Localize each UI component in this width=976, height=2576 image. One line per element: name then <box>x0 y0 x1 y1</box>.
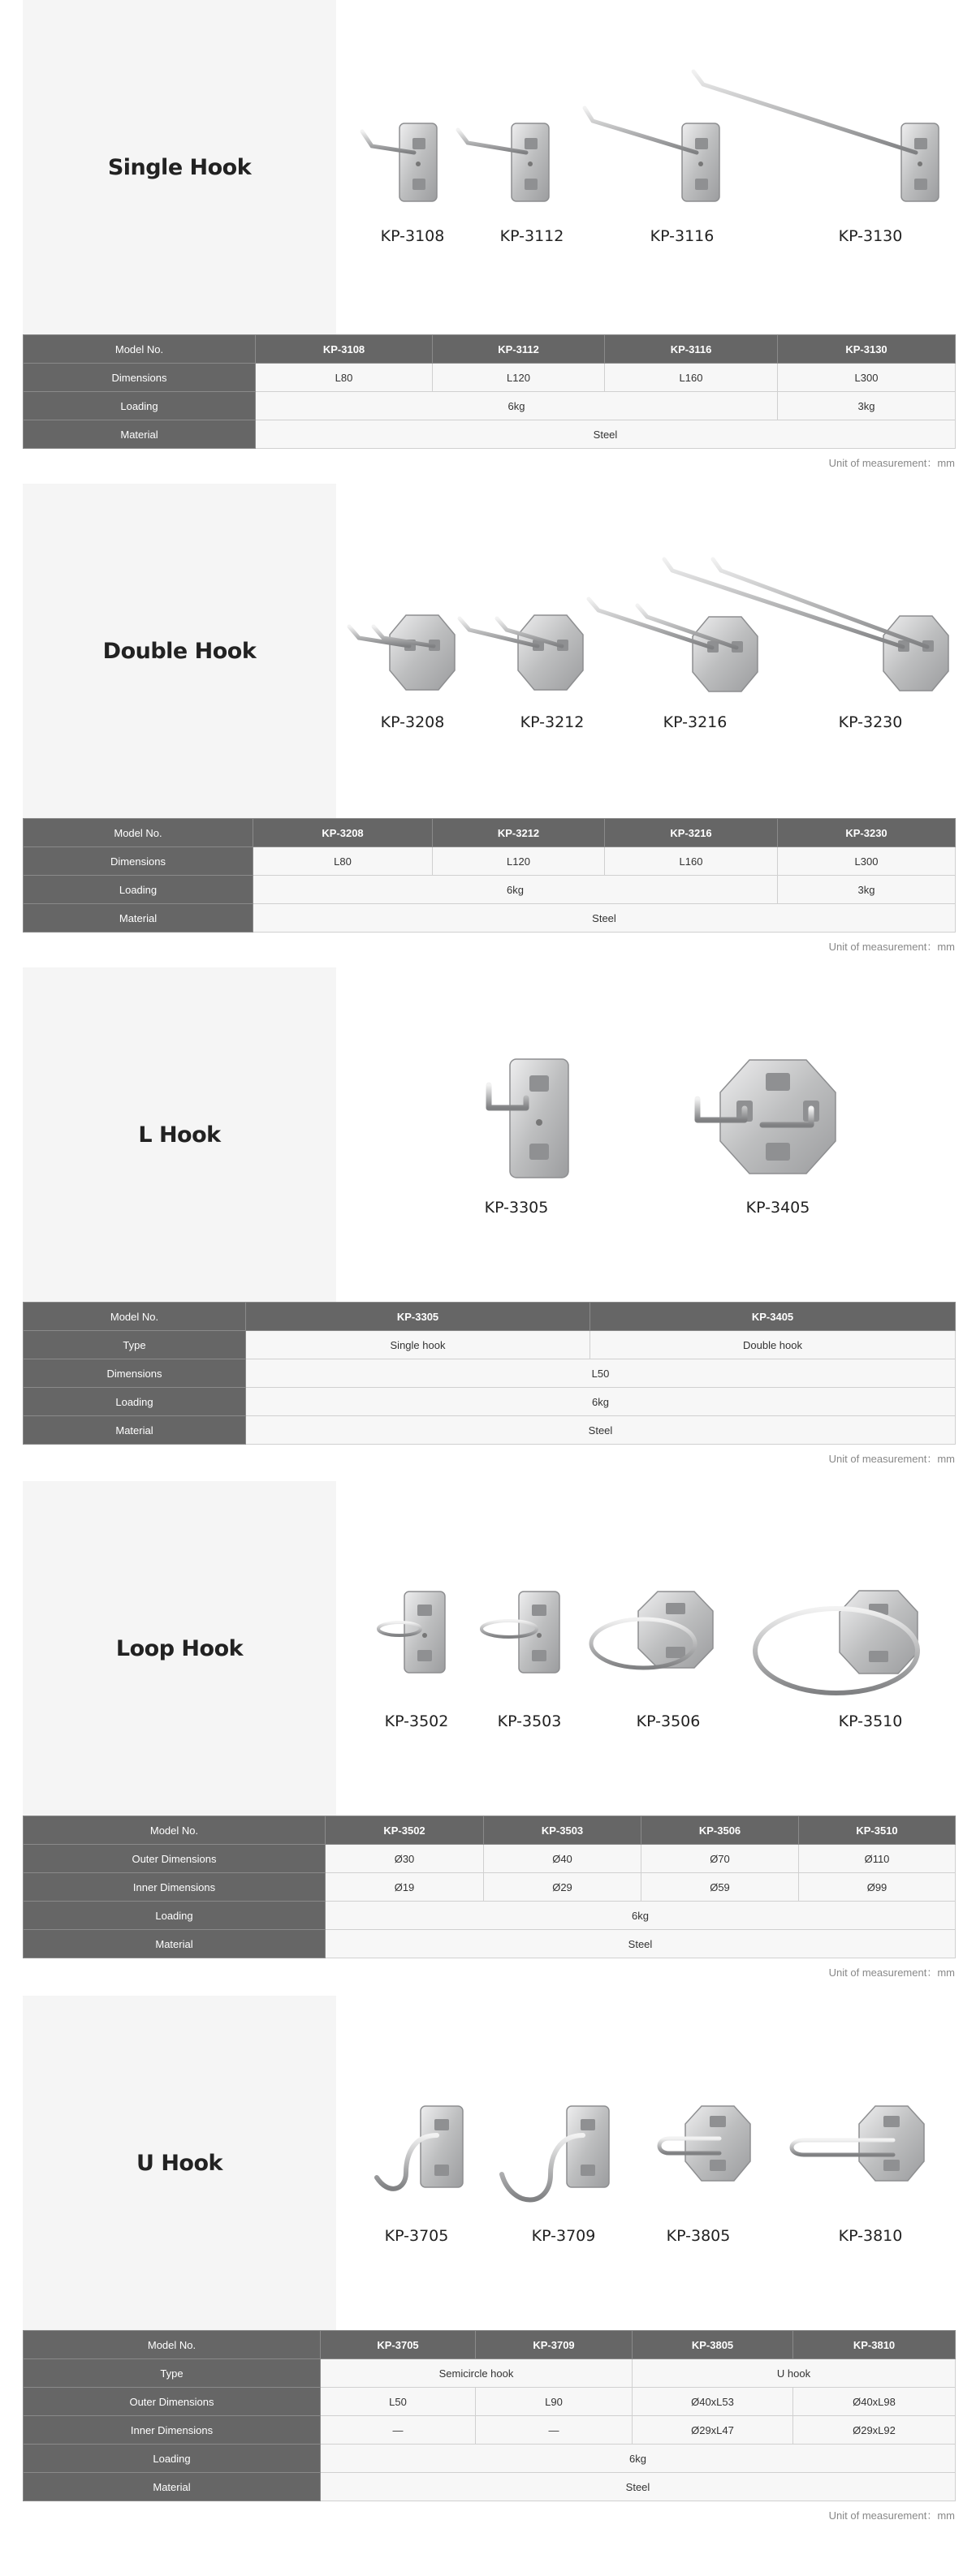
product-label: KP-3116 <box>650 227 715 245</box>
table-cell: Ø40 <box>484 1845 641 1873</box>
table-row-loading <box>24 1388 956 1416</box>
table-row-outer-dimensions <box>24 1845 956 1873</box>
product-label: KP-3805 <box>666 2227 731 2245</box>
table-row-material <box>24 2473 956 2501</box>
section-title: L Hook <box>138 1122 221 1148</box>
table-cell: Ø29xL92 <box>793 2416 956 2445</box>
row-header: Outer Dimensions <box>24 1845 326 1873</box>
product-label: KP-3130 <box>838 227 903 245</box>
unit-note: Unit of measurement：mm <box>828 2509 955 2522</box>
table-cell: U hook <box>633 2359 956 2388</box>
spec-table-u-hook <box>23 2330 956 2501</box>
product-image-kp-3503 <box>473 1587 571 1684</box>
product-label: KP-3108 <box>380 227 445 245</box>
row-header: Material <box>24 1930 326 1958</box>
spec-table-double-hook <box>23 818 956 933</box>
row-header: Loading <box>24 1388 246 1416</box>
model-cell: KP-3305 <box>246 1303 590 1331</box>
unit-note: Unit of measurement：mm <box>828 941 955 953</box>
title-panel <box>23 0 336 334</box>
row-header: Inner Dimensions <box>24 2416 321 2445</box>
row-header: Type <box>24 1331 246 1359</box>
table-cell: Ø40xL98 <box>793 2388 956 2416</box>
table-cell: 3kg <box>778 876 956 904</box>
product-image-kp-3506 <box>585 1587 739 1684</box>
table-row-dimensions <box>24 1359 956 1388</box>
table-row-loading <box>24 392 956 420</box>
section-title: Single Hook <box>107 154 252 180</box>
model-cell: KP-3112 <box>433 335 605 364</box>
table-row-model <box>24 819 956 847</box>
model-cell: KP-3212 <box>433 819 605 847</box>
section-loop-hook <box>23 1481 955 1979</box>
row-header: Material <box>24 2473 321 2501</box>
title-panel <box>23 1996 336 2330</box>
title-panel <box>23 967 336 1302</box>
model-cell: KP-3108 <box>256 335 433 364</box>
row-header: Material <box>24 420 256 449</box>
table-cell: Steel <box>321 2473 956 2501</box>
product-label: KP-3709 <box>531 2227 596 2245</box>
row-header: Loading <box>24 876 253 904</box>
product-label: KP-3230 <box>838 713 903 731</box>
table-row-dimensions <box>24 364 956 392</box>
table-cell: 3kg <box>778 392 956 420</box>
product-label: KP-3502 <box>384 1712 449 1730</box>
table-row-loading <box>24 876 956 904</box>
product-label: KP-3208 <box>380 713 445 731</box>
table-row-outer-dimensions <box>24 2388 956 2416</box>
model-cell: KP-3208 <box>253 819 433 847</box>
table-cell: Ø59 <box>641 1873 799 1902</box>
table-cell: Steel <box>246 1416 956 1445</box>
table-cell: L80 <box>253 847 433 876</box>
product-label: KP-3810 <box>838 2227 903 2245</box>
unit-note: Unit of measurement：mm <box>828 1966 955 1979</box>
model-cell: KP-3216 <box>605 819 778 847</box>
table-cell: L300 <box>778 847 956 876</box>
row-header: Model No. <box>24 2331 321 2359</box>
row-header: Type <box>24 2359 321 2388</box>
model-cell: KP-3503 <box>484 1816 641 1845</box>
table-cell: L50 <box>321 2388 476 2416</box>
model-cell: KP-3230 <box>778 819 956 847</box>
table-row-model <box>24 2331 956 2359</box>
table-cell: 6kg <box>246 1388 956 1416</box>
model-cell: KP-3502 <box>326 1816 484 1845</box>
section-title: Loop Hook <box>115 1635 244 1661</box>
section-double-hook <box>23 484 955 954</box>
row-header: Dimensions <box>24 847 253 876</box>
section-single-hook <box>23 0 955 470</box>
table-cell: Ø99 <box>799 1873 956 1902</box>
product-image-kp-3510 <box>745 1583 940 1704</box>
model-cell: KP-3405 <box>590 1303 956 1331</box>
row-header: Model No. <box>24 335 256 364</box>
row-header: Model No. <box>24 1303 246 1331</box>
spec-table-l-hook <box>23 1302 956 1445</box>
hero-loop-hook <box>23 1481 955 1816</box>
table-cell: 6kg <box>253 876 778 904</box>
table-cell: Ø29 <box>484 1873 641 1902</box>
table-row-inner-dimensions <box>24 2416 956 2445</box>
table-row-material <box>24 420 956 449</box>
row-header: Material <box>24 1416 246 1445</box>
product-image-kp-3208 <box>341 605 471 703</box>
table-row-dimensions <box>24 847 956 876</box>
model-cell: KP-3506 <box>641 1816 799 1845</box>
section-l-hook <box>23 967 955 1466</box>
product-label: KP-3503 <box>497 1712 562 1730</box>
table-cell: Single hook <box>246 1331 590 1359</box>
product-label: KP-3510 <box>838 1712 903 1730</box>
product-image-kp-3805 <box>653 2100 767 2197</box>
section-u-hook <box>23 1996 955 2522</box>
table-row-model <box>24 1303 956 1331</box>
row-header: Dimensions <box>24 1359 246 1388</box>
hero-l-hook <box>23 967 955 1302</box>
row-header: Material <box>24 904 253 933</box>
table-cell: — <box>476 2416 633 2445</box>
spec-table-single-hook <box>23 334 956 449</box>
product-label: KP-3305 <box>484 1199 549 1217</box>
product-image-kp-3305 <box>477 1053 575 1182</box>
table-row-material <box>24 1416 956 1445</box>
table-cell: Steel <box>256 420 956 449</box>
table-cell: L160 <box>605 847 778 876</box>
product-image-kp-3130 <box>672 65 948 211</box>
product-label: KP-3112 <box>499 227 564 245</box>
table-cell: 6kg <box>321 2445 956 2473</box>
table-row-inner-dimensions <box>24 1873 956 1902</box>
row-header: Dimensions <box>24 364 256 392</box>
row-header: Loading <box>24 392 256 420</box>
product-label: KP-3705 <box>384 2227 449 2245</box>
model-cell: KP-3510 <box>799 1816 956 1845</box>
product-label: KP-3405 <box>745 1199 810 1217</box>
table-cell: L300 <box>778 364 956 392</box>
product-label: KP-3506 <box>636 1712 701 1730</box>
model-cell: KP-3805 <box>633 2331 793 2359</box>
table-cell: Steel <box>253 904 956 933</box>
table-row-loading <box>24 1902 956 1930</box>
table-cell: Steel <box>326 1930 956 1958</box>
product-image-kp-3112 <box>451 114 557 211</box>
table-cell: L120 <box>433 364 605 392</box>
table-cell: Ø110 <box>799 1845 956 1873</box>
unit-note: Unit of measurement：mm <box>828 1453 955 1465</box>
table-cell: Ø70 <box>641 1845 799 1873</box>
table-cell: 6kg <box>256 392 778 420</box>
table-row-material <box>24 904 956 933</box>
table-cell: L90 <box>476 2388 633 2416</box>
table-cell: Ø30 <box>326 1845 484 1873</box>
table-row-loading <box>24 2445 956 2473</box>
product-image-kp-3810 <box>786 2100 940 2197</box>
spec-table-loop-hook <box>23 1816 956 1958</box>
table-row-material <box>24 1930 956 1958</box>
table-cell: 6kg <box>326 1902 956 1930</box>
model-cell: KP-3709 <box>476 2331 633 2359</box>
section-title: U Hook <box>136 2150 222 2176</box>
row-header: Inner Dimensions <box>24 1873 326 1902</box>
table-cell: L50 <box>246 1359 956 1388</box>
product-image-kp-3212 <box>453 597 599 703</box>
table-cell: L120 <box>433 847 605 876</box>
model-cell: KP-3810 <box>793 2331 956 2359</box>
product-image-kp-3108 <box>357 114 447 211</box>
title-panel <box>23 1481 336 1816</box>
table-row-model <box>24 1816 956 1845</box>
table-row-type <box>24 1331 956 1359</box>
product-image-kp-3405 <box>684 1055 855 1177</box>
hero-u-hook <box>23 1996 955 2330</box>
table-cell: L160 <box>605 364 778 392</box>
product-image-kp-3709 <box>494 2100 624 2213</box>
row-header: Model No. <box>24 1816 326 1845</box>
section-title: Double Hook <box>102 638 257 664</box>
title-panel <box>23 484 336 818</box>
unit-note: Unit of measurement：mm <box>828 457 955 469</box>
table-cell: Ø19 <box>326 1873 484 1902</box>
model-cell: KP-3116 <box>605 335 778 364</box>
row-header: Loading <box>24 1902 326 1930</box>
table-row-model <box>24 335 956 364</box>
table-cell: — <box>321 2416 476 2445</box>
table-row-type <box>24 2359 956 2388</box>
product-label: KP-3212 <box>520 713 585 731</box>
model-cell: KP-3130 <box>778 335 956 364</box>
row-header: Outer Dimensions <box>24 2388 321 2416</box>
product-image-kp-3230 <box>640 553 965 707</box>
table-cell: Ø29xL47 <box>633 2416 793 2445</box>
product-image-kp-3502 <box>372 1587 461 1684</box>
row-header: Loading <box>24 2445 321 2473</box>
hero-double-hook <box>23 484 955 818</box>
hero-single-hook <box>23 0 955 334</box>
model-cell: KP-3705 <box>321 2331 476 2359</box>
product-label: KP-3216 <box>663 713 728 731</box>
row-header: Model No. <box>24 819 253 847</box>
table-cell: L80 <box>256 364 433 392</box>
table-cell: Double hook <box>590 1331 956 1359</box>
table-cell: Ø40xL53 <box>633 2388 793 2416</box>
product-image-kp-3705 <box>364 2100 477 2213</box>
table-cell: Semicircle hook <box>321 2359 633 2388</box>
